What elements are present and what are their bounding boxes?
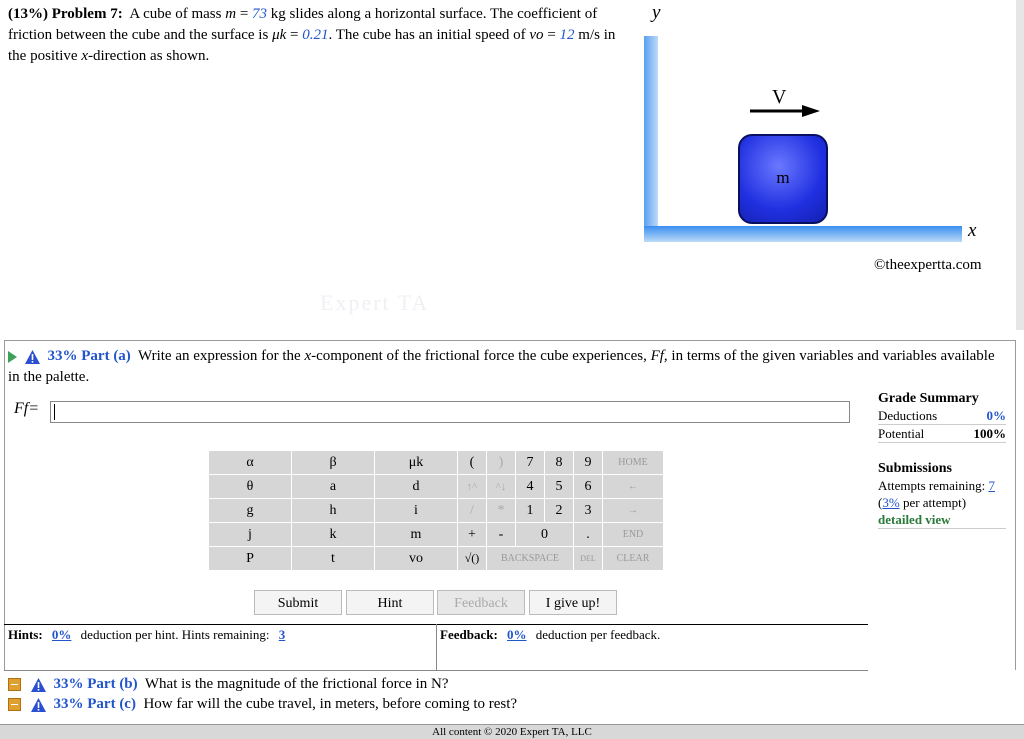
palette-key[interactable]: ← xyxy=(603,475,664,499)
palette-key[interactable]: 1 xyxy=(516,499,545,523)
collapse-icon[interactable] xyxy=(8,678,21,691)
image-credit: ©theexpertta.com xyxy=(874,257,982,273)
feedback-deduction: 0% xyxy=(507,627,527,642)
palette-key[interactable]: 3 xyxy=(574,499,603,523)
attempts-remaining[interactable]: 7 xyxy=(988,478,995,493)
speed-symbol: vo xyxy=(529,27,544,43)
palette-key[interactable]: θ xyxy=(209,475,292,499)
y-axis-label: y xyxy=(652,2,661,23)
part-c-row[interactable] xyxy=(8,696,517,713)
palette-key[interactable]: . xyxy=(574,523,603,547)
palette-row xyxy=(209,499,664,523)
cube-label: m xyxy=(776,168,790,187)
warning-icon xyxy=(31,698,46,712)
mu-symbol: μk xyxy=(272,27,287,43)
palette-key[interactable]: d xyxy=(375,475,458,499)
palette-key[interactable]: BACKSPACE xyxy=(487,547,574,571)
per-attempt-paren: ( xyxy=(878,495,883,510)
hints-remaining: 3 xyxy=(278,627,286,642)
part-b-text: What is the magnitude of the frictional force in N? xyxy=(144,676,449,692)
potential-value: 100% xyxy=(973,426,1006,441)
palette-key[interactable]: g xyxy=(209,499,292,523)
palette-key[interactable]: CLEAR xyxy=(603,547,664,571)
collapse-icon[interactable] xyxy=(8,698,21,711)
y-axis-bar xyxy=(644,36,658,241)
equals-sign: = xyxy=(547,27,556,43)
x-axis-bar xyxy=(644,226,962,242)
palette-key[interactable]: 7 xyxy=(516,451,545,475)
speed-value: 12 xyxy=(559,27,575,43)
velocity-arrow-icon xyxy=(750,104,820,118)
palette-key[interactable]: 4 xyxy=(516,475,545,499)
part-a-text: Write an expression for the xyxy=(138,348,301,364)
expand-triangle-icon[interactable] xyxy=(8,351,17,363)
palette-key[interactable]: ↑^ xyxy=(458,475,487,499)
watermark: Expert TA xyxy=(320,290,430,315)
feedback-button[interactable]: Feedback xyxy=(437,590,525,615)
part-a-percent: 33% Part (a) xyxy=(47,348,131,364)
divider xyxy=(4,670,868,671)
palette-key[interactable]: 0 xyxy=(516,523,574,547)
submit-button[interactable]: Submit xyxy=(254,590,342,615)
mass-symbol: m xyxy=(225,6,237,22)
hint-button[interactable]: Hint xyxy=(346,590,434,615)
problem-text: A cube of mass xyxy=(129,6,222,22)
friction-symbol: Ff, xyxy=(650,348,668,364)
footer: All content © 2020 Expert TA, LLC xyxy=(0,724,1024,739)
part-a-text: in terms of the given variables and variables available in the palette. xyxy=(8,348,995,385)
part-c-percent: 33% Part (c) xyxy=(53,696,136,712)
x-axis-label: x xyxy=(968,220,977,241)
palette-key[interactable]: - xyxy=(487,523,516,547)
problem-heading: (13%) Problem 7: xyxy=(8,6,123,22)
palette-key[interactable]: 5 xyxy=(545,475,574,499)
give-up-button[interactable]: I give up! xyxy=(529,590,617,615)
palette-key[interactable]: vo xyxy=(375,547,458,571)
feedback-text: deduction per feedback. xyxy=(535,627,661,642)
palette-key[interactable]: a xyxy=(292,475,375,499)
scrollbar[interactable] xyxy=(1016,0,1024,330)
feedback-label: Feedback: xyxy=(440,627,498,642)
hints-info xyxy=(8,627,291,643)
palette-key[interactable]: α xyxy=(209,451,292,475)
palette-row xyxy=(209,475,664,499)
palette-key[interactable]: 2 xyxy=(545,499,574,523)
detailed-view-link[interactable]: detailed view xyxy=(878,511,1006,529)
hints-text: deduction per hint. Hints remaining: xyxy=(80,627,270,642)
symbol-palette xyxy=(208,450,664,571)
palette-key[interactable]: h xyxy=(292,499,375,523)
palette-key[interactable]: 8 xyxy=(545,451,574,475)
palette-key[interactable]: ( xyxy=(458,451,487,475)
submissions-box xyxy=(878,460,1006,529)
part-b-row[interactable] xyxy=(8,676,449,693)
part-a-text: -component of the frictional force the cube experiences, xyxy=(311,348,647,364)
divider xyxy=(436,624,437,670)
palette-row xyxy=(209,451,664,475)
part-b-percent: 33% Part (b) xyxy=(53,676,138,692)
problem-text: kg slides along a horizontal surface. The coefficient of friction between the cube and the surface is xyxy=(8,6,598,43)
palette-key[interactable]: 6 xyxy=(574,475,603,499)
part-a-question xyxy=(8,346,998,388)
problem-text: -direction as shown. xyxy=(88,48,210,64)
palette-key[interactable]: END xyxy=(603,523,664,547)
palette-row xyxy=(209,547,664,571)
mu-value: 0.21 xyxy=(302,27,329,43)
hint-deduction: 0% xyxy=(51,627,72,642)
per-attempt-label: per attempt) xyxy=(902,495,967,510)
palette-key[interactable]: HOME xyxy=(603,451,664,475)
problem-statement xyxy=(8,4,628,67)
palette-key[interactable]: / xyxy=(458,499,487,523)
equals-sign: = xyxy=(290,27,299,43)
hints-label: Hints: xyxy=(8,627,43,642)
palette-row xyxy=(209,523,664,547)
palette-key[interactable]: ^↓ xyxy=(487,475,516,499)
palette-key[interactable]: t xyxy=(292,547,375,571)
palette-key[interactable]: * xyxy=(487,499,516,523)
palette-key[interactable]: i xyxy=(375,499,458,523)
grade-summary xyxy=(878,390,1006,443)
problem-text: m/s in the positive xyxy=(8,27,616,64)
palette-key[interactable]: → xyxy=(603,499,664,523)
potential-label: Potential xyxy=(878,426,925,441)
palette-key[interactable]: k xyxy=(292,523,375,547)
palette-key[interactable]: + xyxy=(458,523,487,547)
problem-text: . The cube has an initial speed of xyxy=(328,27,526,43)
feedback-info xyxy=(440,627,660,643)
answer-label: Ff= xyxy=(14,400,40,417)
velocity-label: V xyxy=(772,86,787,108)
palette-key[interactable]: DEL xyxy=(574,547,603,571)
palette-key[interactable]: j xyxy=(209,523,292,547)
submissions-title: Submissions xyxy=(878,461,952,476)
answer-input[interactable] xyxy=(50,401,850,423)
part-c-text: How far will the cube travel, in meters, before coming to rest? xyxy=(143,696,518,712)
per-attempt-pct[interactable]: 3% xyxy=(882,495,900,510)
palette-key[interactable]: P xyxy=(209,547,292,571)
attempts-label: Attempts remaining: xyxy=(878,478,986,493)
palette-key[interactable]: μk xyxy=(375,451,458,475)
warning-icon xyxy=(31,678,46,692)
deductions-value: 0% xyxy=(986,408,1006,423)
palette-key[interactable]: β xyxy=(292,451,375,475)
palette-key[interactable]: m xyxy=(375,523,458,547)
palette-key[interactable]: 9 xyxy=(574,451,603,475)
x-symbol: x xyxy=(304,348,312,364)
deductions-label: Deductions xyxy=(878,408,938,423)
text-caret xyxy=(54,404,55,420)
equals-sign: = xyxy=(239,6,249,22)
warning-icon xyxy=(25,350,40,364)
x-symbol: x xyxy=(81,48,88,64)
palette-key[interactable]: ) xyxy=(487,451,516,475)
mass-value: 73 xyxy=(252,6,268,22)
grade-summary-title: Grade Summary xyxy=(878,391,979,406)
palette-key[interactable]: √() xyxy=(458,547,487,571)
